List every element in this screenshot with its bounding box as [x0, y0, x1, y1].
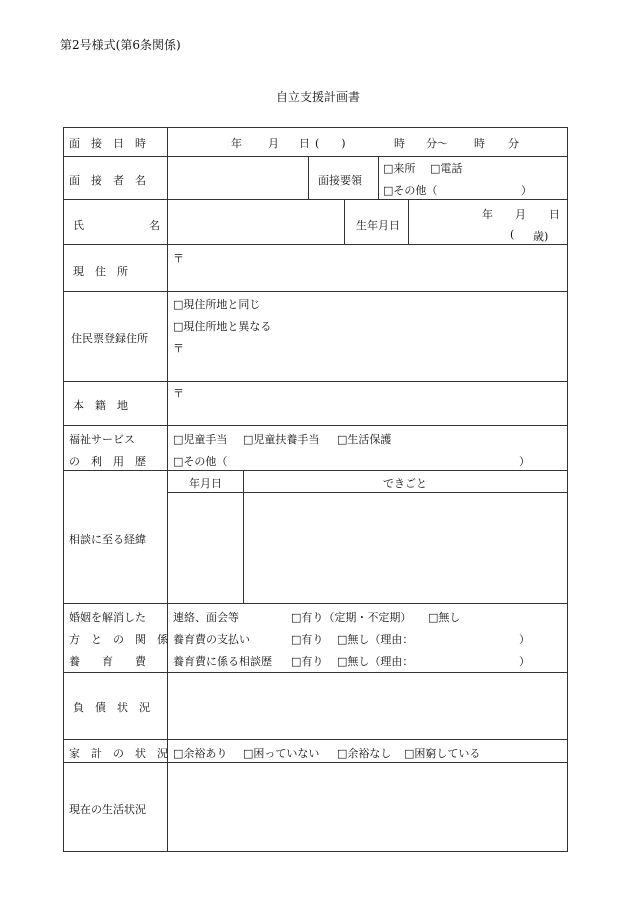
- living-situation-label: 現在の生活状況: [69, 803, 146, 816]
- payment-opt-yes[interactable]: □有り: [291, 633, 324, 646]
- payment-opt-no[interactable]: □無し（理由：: [337, 633, 414, 646]
- interviewer-label: 面 接 者 名: [69, 174, 146, 187]
- birth-year: 年: [482, 208, 493, 221]
- interview-hour-end: 時: [474, 137, 485, 150]
- consultation-label: 相談に至る経緯: [69, 533, 146, 546]
- interview-year: 年: [231, 137, 242, 150]
- household-opt-hardship[interactable]: □困窮している: [404, 747, 481, 760]
- ex-spouse-label-line3: 養 育 費: [69, 655, 146, 668]
- household-label: 家 計 の 状 況: [69, 747, 168, 760]
- payment-reason-close: ）: [519, 633, 530, 646]
- debt-label: 負 債 状 況: [73, 701, 150, 714]
- birthdate-label: 生年月日: [356, 219, 400, 232]
- ex-spouse-label-line1: 婚姻を解消した: [69, 611, 146, 624]
- interview-day: 日: [299, 137, 310, 150]
- resident-address-label: 住民票登録住所: [71, 332, 148, 345]
- current-address-postal: 〒: [173, 252, 184, 265]
- age-label: 歳): [533, 230, 549, 243]
- interview-hour-start: 時: [394, 137, 405, 150]
- interview-month: 月: [268, 137, 279, 150]
- name-label-second: 名: [149, 219, 160, 232]
- form-number: 第2号様式(第6条関係): [60, 38, 181, 52]
- interview-datetime-label: 面 接 日 時: [69, 137, 146, 150]
- opt-child-allowance[interactable]: □児童手当: [173, 433, 228, 446]
- birth-month: 月: [515, 208, 526, 221]
- current-address-label: 現 住 所: [73, 265, 128, 278]
- age-open: (: [510, 228, 515, 241]
- document-title: 自立支援計画書: [276, 90, 361, 104]
- interview-min-end: 分: [508, 137, 519, 150]
- resident-address-postal: 〒: [173, 342, 184, 355]
- consultation-event-header: できごと: [383, 477, 427, 490]
- welfare-other-close: ）: [519, 455, 530, 468]
- opt-visit[interactable]: □来所: [383, 162, 416, 175]
- household-opt-no-margin[interactable]: □余裕なし: [337, 747, 392, 760]
- consultation-date-header: 年月日: [189, 477, 222, 490]
- opt-other[interactable]: □その他（: [383, 184, 438, 197]
- consult-history-opt-yes[interactable]: □有り: [291, 655, 324, 668]
- ex-spouse-label-line2: 方 と の 関 係: [69, 633, 168, 646]
- consult-history-opt-no[interactable]: □無し（理由：: [337, 655, 414, 668]
- contact-item: 連絡、面会等: [173, 611, 239, 624]
- opt-same-address[interactable]: □現住所地と同じ: [173, 298, 261, 311]
- household-opt-not-troubled[interactable]: □困っていない: [243, 747, 320, 760]
- contact-opt-yes[interactable]: □有り（定期・不定期）: [291, 611, 412, 624]
- interview-method-label: 面接要領: [318, 174, 362, 187]
- name-label-first: 氏: [73, 219, 84, 232]
- interview-min-start: 分〜: [426, 137, 448, 150]
- payment-item: 養育費の支払い: [173, 633, 250, 646]
- domicile-postal: 〒: [173, 387, 184, 400]
- opt-welfare-other[interactable]: □その他（: [173, 455, 228, 468]
- interview-dow: ( ): [315, 137, 346, 150]
- welfare-label-line2: の 利 用 歴: [69, 455, 146, 468]
- welfare-label-line1: 福祉サービス: [69, 433, 135, 446]
- birth-day: 日: [549, 208, 560, 221]
- opt-different-address[interactable]: □現住所地と異なる: [173, 320, 272, 333]
- opt-phone[interactable]: □電話: [430, 162, 463, 175]
- opt-other-close: ）: [521, 184, 532, 197]
- opt-child-support-allowance[interactable]: □児童扶養手当: [243, 433, 320, 446]
- contact-opt-no[interactable]: □無し: [428, 611, 461, 624]
- consult-history-item: 養育費に係る相談歴: [173, 655, 272, 668]
- opt-public-assistance[interactable]: □生活保護: [337, 433, 392, 446]
- consult-history-reason-close: ）: [519, 655, 530, 668]
- domicile-label: 本 籍 地: [73, 399, 128, 412]
- household-opt-comfortable[interactable]: □余裕あり: [173, 747, 228, 760]
